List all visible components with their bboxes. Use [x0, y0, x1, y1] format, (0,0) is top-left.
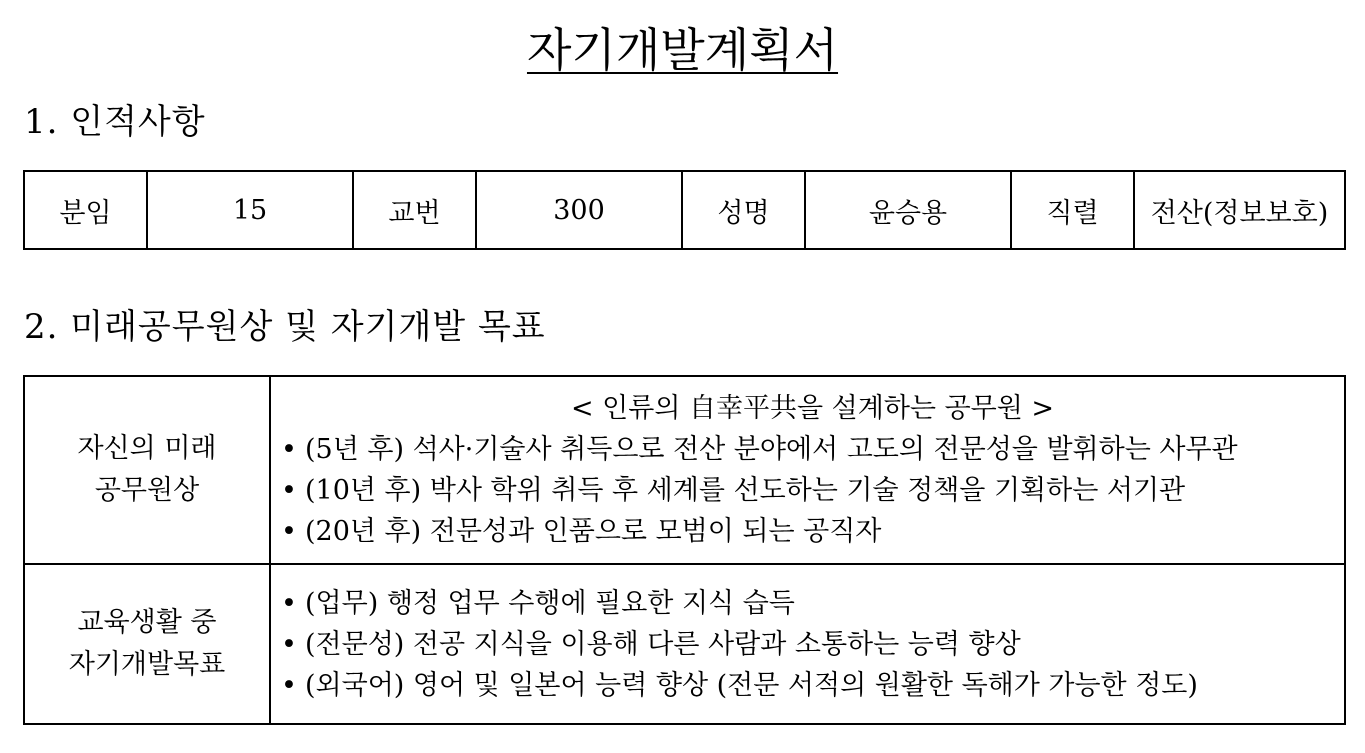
document-title: [0, 20, 1365, 80]
bullet-icon: •: [281, 669, 297, 701]
motto-text: < 인류의 自幸平共을 설계하는 공무원 >: [570, 393, 1055, 424]
list-item: • (업무) 행정 업무 수행에 필요한 지식 습득: [281, 583, 1344, 624]
value-cell-group: 15: [147, 171, 353, 249]
bullet-icon: •: [281, 587, 297, 619]
value-cell-series: 전산(정보보호): [1134, 171, 1345, 249]
table-row-development-goals: [24, 564, 1345, 724]
bullet-icon: •: [281, 516, 297, 547]
content-cell-development-goals: [270, 564, 1345, 724]
table-row: [24, 171, 1345, 249]
section-heading-personal-info: 1. 인적사항: [24, 102, 206, 142]
label-line: 자기개발목표: [68, 649, 226, 680]
goals-table: [23, 375, 1346, 725]
bullet-icon: •: [281, 628, 297, 660]
list-item: • (10년 후) 박사 학위 취득 후 세계를 선도하는 기술 정책을 기획하는 서기관: [281, 470, 1344, 511]
value-cell-number: 300: [476, 171, 682, 249]
label-cell-group: 분임: [24, 171, 147, 249]
list-item: • (전문성) 전공 지식을 이용해 다른 사람과 소통하는 능력 향상: [281, 624, 1344, 665]
label-line: 자신의 미래: [77, 433, 217, 464]
label-cell-series: 직렬: [1011, 171, 1134, 249]
label-cell-name: 성명: [682, 171, 805, 249]
label-cell-future-image: [24, 376, 270, 564]
table-row-future-image: [24, 376, 1345, 564]
label-cell-number: 교번: [353, 171, 476, 249]
list-item: • (외국어) 영어 및 일본어 능력 향상 (전문 서적의 원활한 독해가 가능한 정도): [281, 665, 1344, 706]
list-item: • (5년 후) 석사·기술사 취득으로 전산 분야에서 고도의 전문성을 발휘하는 사무관: [281, 429, 1344, 470]
title-text: 자기개발계획서: [526, 23, 839, 77]
list-item: • (20년 후) 전문성과 인품으로 모범이 되는 공직자: [281, 511, 1344, 552]
section-heading-goals: 2. 미래공무원상 및 자기개발 목표: [24, 307, 546, 347]
label-line: 교육생활 중: [77, 607, 217, 638]
content-cell-future-image: [270, 376, 1345, 564]
bullet-icon: •: [281, 475, 297, 506]
value-cell-name: 윤승용: [805, 171, 1011, 249]
personal-info-table: [23, 170, 1346, 250]
label-cell-development-goals: [24, 564, 270, 724]
bullet-icon: •: [281, 434, 297, 465]
label-line: 공무원상: [94, 475, 200, 506]
